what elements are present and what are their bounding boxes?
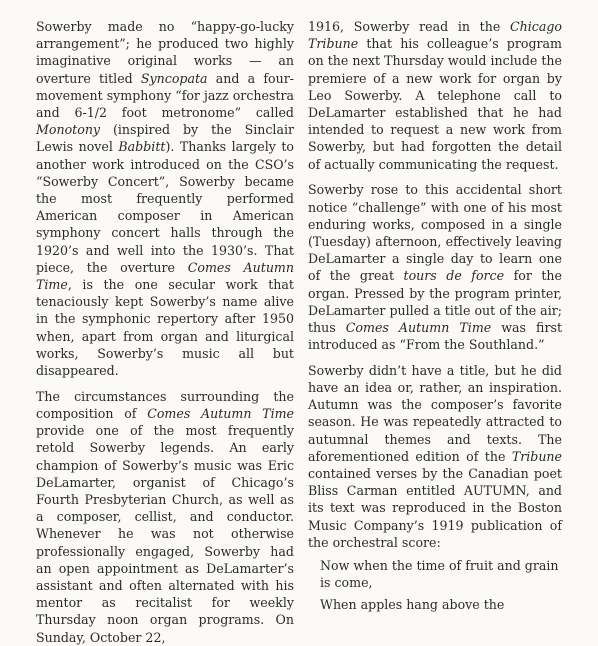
text-run: ). Thanks largely to another work introduced on the CSO’s “Sowerby Concert”, Sowerby became the most frequently performed American composer in American symphony concert halls through the 1920’s and well into the 1930’s. That piece, the overture bbox=[36, 139, 294, 275]
text-run: and a four-movement symphony “for jazz orchestra and 6-1/2 foot metronome” called bbox=[36, 70, 294, 121]
poem-excerpt bbox=[320, 557, 562, 613]
text-run: Sowerby made no “happy-go-lucky arrangement”; he produced two highly imaginative original works — an overture titled bbox=[36, 19, 294, 86]
text-run: 1916, Sowerby read in the bbox=[308, 19, 511, 34]
italic-text-run: Comes Autumn Time bbox=[36, 259, 294, 293]
paragraph bbox=[308, 362, 562, 551]
text-run: contained verses by the Canadian poet Bliss Carman entitled AUTUMN, and its text was reproduced in the Boston Music Company’s 1919 publication of the orchestral score: bbox=[308, 466, 562, 550]
paragraph bbox=[36, 18, 294, 379]
text-run: for the organ. Pressed by the program printer, DeLamarter pulled a title out of the air; thus bbox=[308, 268, 562, 335]
italic-text-run: Comes Autumn Time bbox=[345, 319, 492, 335]
italic-text-run: Syncopata bbox=[140, 70, 208, 86]
text-run: that his colleague’s program on the next Thursday would include the premiere of a new work for organ by Leo Sowerby. A telephone call to DeLamarter established that he had intended to request a new work from Sowerby, but had forgotten the detail of actually communicating the request. bbox=[308, 36, 562, 172]
poem-line: Now when the time of fruit and grain is come, bbox=[320, 558, 559, 591]
text-run: was first introduced as “From the Southland.” bbox=[308, 319, 563, 353]
italic-text-run: Chicago Tribune bbox=[308, 19, 562, 52]
text-run: Sowerby rose to this accidental short notice “challenge” with one of his most enduring works, composed in a single (Tuesday) afternoon, effectively leaving DeLamarter a single day to learn one of the great bbox=[308, 182, 562, 284]
italic-text-run: Comes Autumn Time bbox=[147, 405, 294, 421]
italic-text-run: Tribune bbox=[511, 448, 562, 464]
text-run: (inspired by the Sinclair Lewis novel bbox=[36, 122, 294, 155]
text-run: The circumstances surrounding the composition of bbox=[36, 388, 294, 421]
paragraph bbox=[308, 181, 562, 353]
text-run: provide one of the most frequently retold Sowerby legends. An early champion of Sowerby’s music was Eric DeLamarter, organist of Chicago’s Fourth Presbyterian Church, as well as a composer, cellist, and conductor. Whenever he was not otherwise professionally engaged, Sowerby had an open appointment as DeLamarter’s assistant and often alternated with his mentor as recitalist for weekly Thursday noon organ programs. On Sunday, October 22, bbox=[36, 423, 294, 645]
italic-text-run: Babbitt bbox=[118, 139, 166, 155]
paragraph bbox=[36, 388, 294, 646]
text-run: Sowerby didn’t have a title, but he did have an idea or, rather, an inspiration. Autumn was the composer’s favorite season. He was repeatedly attracted to autumnal themes and texts. The aforementioned edition of the bbox=[308, 362, 562, 464]
right-column bbox=[308, 18, 562, 613]
paragraph bbox=[308, 18, 562, 173]
italic-text-run: Monotony bbox=[36, 122, 101, 138]
left-column bbox=[36, 18, 294, 646]
poem-line: When apples hang above the bbox=[320, 596, 505, 612]
italic-text-run: tours de force bbox=[403, 268, 505, 284]
text-run: , is the one secular work that tenaciously kept Sowerby’s name alive in the symphonic repertory after 1950 when, apart from organ and liturgical works, Sowerby’s music all but disappeared. bbox=[36, 277, 294, 379]
